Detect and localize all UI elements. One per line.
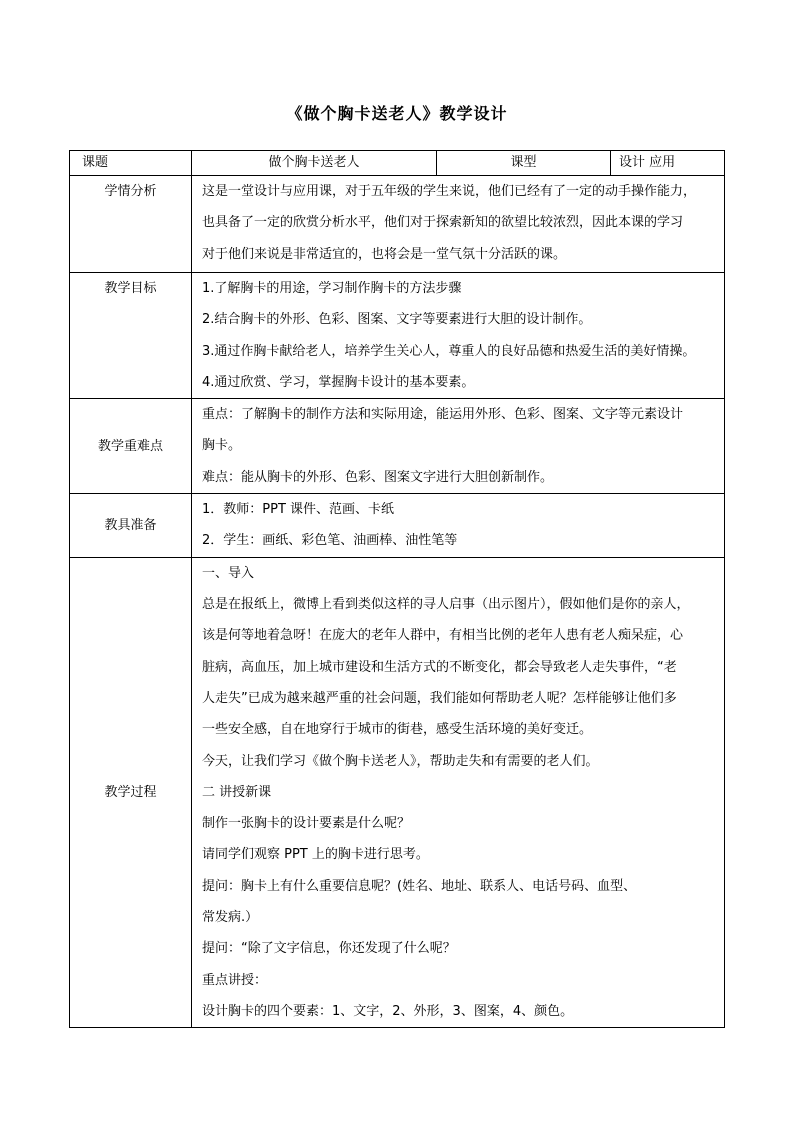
process-line: 常发病.） [202,910,259,926]
keypoints-line: 重点：了解胸卡的制作方法和实际用途，能运用外形、色彩、图案、文字等元素设计 [202,407,684,423]
topic-value: 做个胸卡送老人 [192,151,437,176]
row-analysis [70,176,725,273]
analysis-label: 学情分析 [70,176,192,273]
process-line: 提问：胸卡上有什么重要信息呢？(姓名、地址、联系人、电话号码、血型、 [202,878,637,894]
topic-label: 课题 [70,151,192,176]
process-line: 总是在报纸上，微博上看到类似这样的寻人启事（出示图片），假如他们是你的亲人， [202,597,690,613]
process-line: 该是何等地着急呀！在庞大的老年人群中，有相当比例的老年人患有老人痴呆症，心 [202,628,684,644]
process-line: 制作一张胸卡的设计要素是什么呢？ [202,816,411,832]
lesson-plan-table [69,150,725,1028]
process-label: 教学过程 [70,557,192,1027]
process-line: 请同学们观察 PPT 上的胸卡进行思考。 [202,847,429,863]
materials-label: 教具准备 [70,494,192,558]
materials-line: 1．教师：PPT 课件、范画、卡纸 [202,502,395,518]
process-line: 二 讲授新课 [202,784,272,800]
goals-label: 教学目标 [70,273,192,399]
process-line: 一些安全感，自在地穿行于城市的街巷，感受生活环境的美好变迁。 [202,722,593,738]
analysis-line: 对于他们来说是非常适宜的，也将会是一堂气氛十分活跃的课。 [202,246,567,262]
type-value: 设计 应用 [611,151,725,176]
goals-line: 4.通过欣赏、学习，掌握胸卡设计的基本要素。 [202,374,475,390]
row-keypoints [70,399,725,494]
keypoints-label: 教学重难点 [70,399,192,494]
process-line: 今天，让我们学习《做个胸卡送老人》，帮助走失和有需要的老人们。 [202,753,599,769]
header-row [70,151,725,176]
row-materials [70,494,725,558]
analysis-line: 也具备了一定的欣赏分析水平，他们对于探索新知的欲望比较浓烈，因此本课的学习 [202,215,684,231]
process-line: 一、导入 [202,565,255,581]
row-goals [70,273,725,399]
goals-content [192,273,725,399]
process-line: 重点讲授： [202,972,268,988]
analysis-line: 这是一堂设计与应用课，对于五年级的学生来说，他们已经有了一定的动手操作能力， [202,184,697,199]
keypoints-line: 难点：能从胸卡的外形、色彩、图案文字进行大胆创新制作。 [202,469,554,485]
row-process [70,557,725,1027]
process-content [192,557,725,1027]
process-line: 脏病，高血压，加上城市建设和生活方式的不断变化，都会导致老人走失事件，“老 [202,659,677,675]
process-line: 设计胸卡的四个要素：1、文字，2、外形，3、图案，4、颜色。 [202,1003,574,1019]
keypoints-line: 胸卡。 [202,438,242,454]
goals-line: 1.了解胸卡的用途，学习制作胸卡的方法步骤 [202,281,462,296]
goals-line: 2.结合胸卡的外形、色彩、图案、文字等要素进行大胆的设计制作。 [202,312,592,328]
keypoints-content [192,399,725,494]
type-label: 课型 [437,151,611,176]
document-title: 《做个胸卡送老人》教学设计 [286,104,508,123]
materials-line: 2．学生：画纸、彩色笔、油画棒、油性笔等 [202,533,458,549]
process-line: 人走失”已成为越来越严重的社会问题，我们能如何帮助老人呢？怎样能够让他们多 [202,690,677,706]
process-line: 提问：“除了文字信息，你还发现了什么呢？ [202,941,456,957]
analysis-content [192,176,725,273]
materials-content [192,494,725,558]
goals-line: 3.通过作胸卡献给老人，培养学生关心人，尊重人的良好品德和热爱生活的美好情操。 [202,343,696,359]
